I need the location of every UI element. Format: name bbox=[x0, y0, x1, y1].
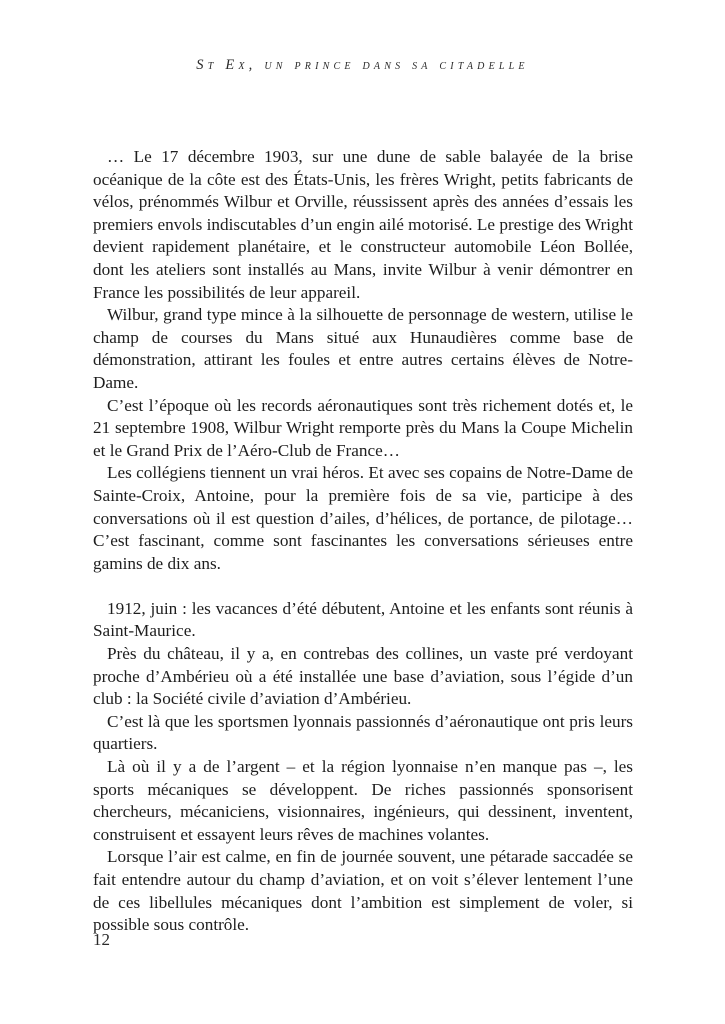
paragraph: 1912, juin : les vacances d’été débutent, Antoine et les enfants sont réunis à Saint-Maurice. bbox=[93, 598, 633, 641]
paragraph: C’est l’époque où les records aéronautiques sont très richement dotés et, le 21 septembre 1908, Wilbur Wright remporte près du Mans la Coupe Michelin et le Grand Prix de l’Aéro-Club de France… bbox=[93, 395, 633, 460]
paragraph: … Le 17 décembre 1903, sur une dune de sable balayée de la brise océanique de la côte est des États-Unis, les frères Wright, petits fabricants de vélos, prénommés Wilbur et Orville, réussissent après des années d’essais les premiers envols indiscutables d’un engin ailé motorisé. Le prestige des Wright devient rapidement planétaire, et le constructeur automobile Léon Bollée, dont les ateliers sont installés au Mans, invite Wilbur à venir démontrer en France les possibilités de leur appareil. bbox=[93, 147, 633, 302]
paragraph: Près du château, il y a, en contrebas des collines, un vaste pré verdoyant proche d’Ambérieu où a été installée une base d’aviation, sous l’égide d’un club : la Société civile d’aviation d’Ambérieu. bbox=[93, 644, 633, 709]
paragraph: C’est là que les sportsmen lyonnais passionnés d’aéronautique ont pris leurs quartiers. bbox=[93, 711, 633, 754]
paragraph: Wilbur, grand type mince à la silhouette de personnage de western, utilise le champ de courses du Mans situé aux Hunaudières comme base de démonstration, attirant les foules et entre autres certains élèves de Notre-Dame. bbox=[93, 305, 633, 392]
body-text bbox=[93, 146, 633, 937]
page-number: 12 bbox=[93, 930, 110, 949]
paragraph: Lorsque l’air est calme, en fin de journée souvent, une pétarade saccadée se fait entendre autour du champ d’aviation, et on voit s’élever lentement l’une de ces libellules mécaniques dont l’ambition est simplement de voler, si possible sous contrôle. bbox=[93, 847, 633, 935]
running-head: St Ex, un prince dans sa citadelle bbox=[196, 57, 529, 73]
paragraph: Les collégiens tiennent un vrai héros. Et avec ses copains de Notre-Dame de Sainte-Croix, Antoine, pour la première fois de sa vie, participe à des conversations où il est question d’ailes, d’hélices, de portance, de pilotage… C’est fascinant, comme sont fascinantes les conversations sérieuses entre gamins de dix ans. bbox=[93, 463, 633, 573]
paragraph: Là où il y a de l’argent – et la région lyonnaise n’en manque pas –, les sports mécaniques se développent. De riches passionnés sponsorisent chercheurs, mécaniciens, visionnaires, ingénieurs, qui dessinent, inventent, construisent et essayent leurs rêves de machines volantes. bbox=[93, 757, 633, 844]
